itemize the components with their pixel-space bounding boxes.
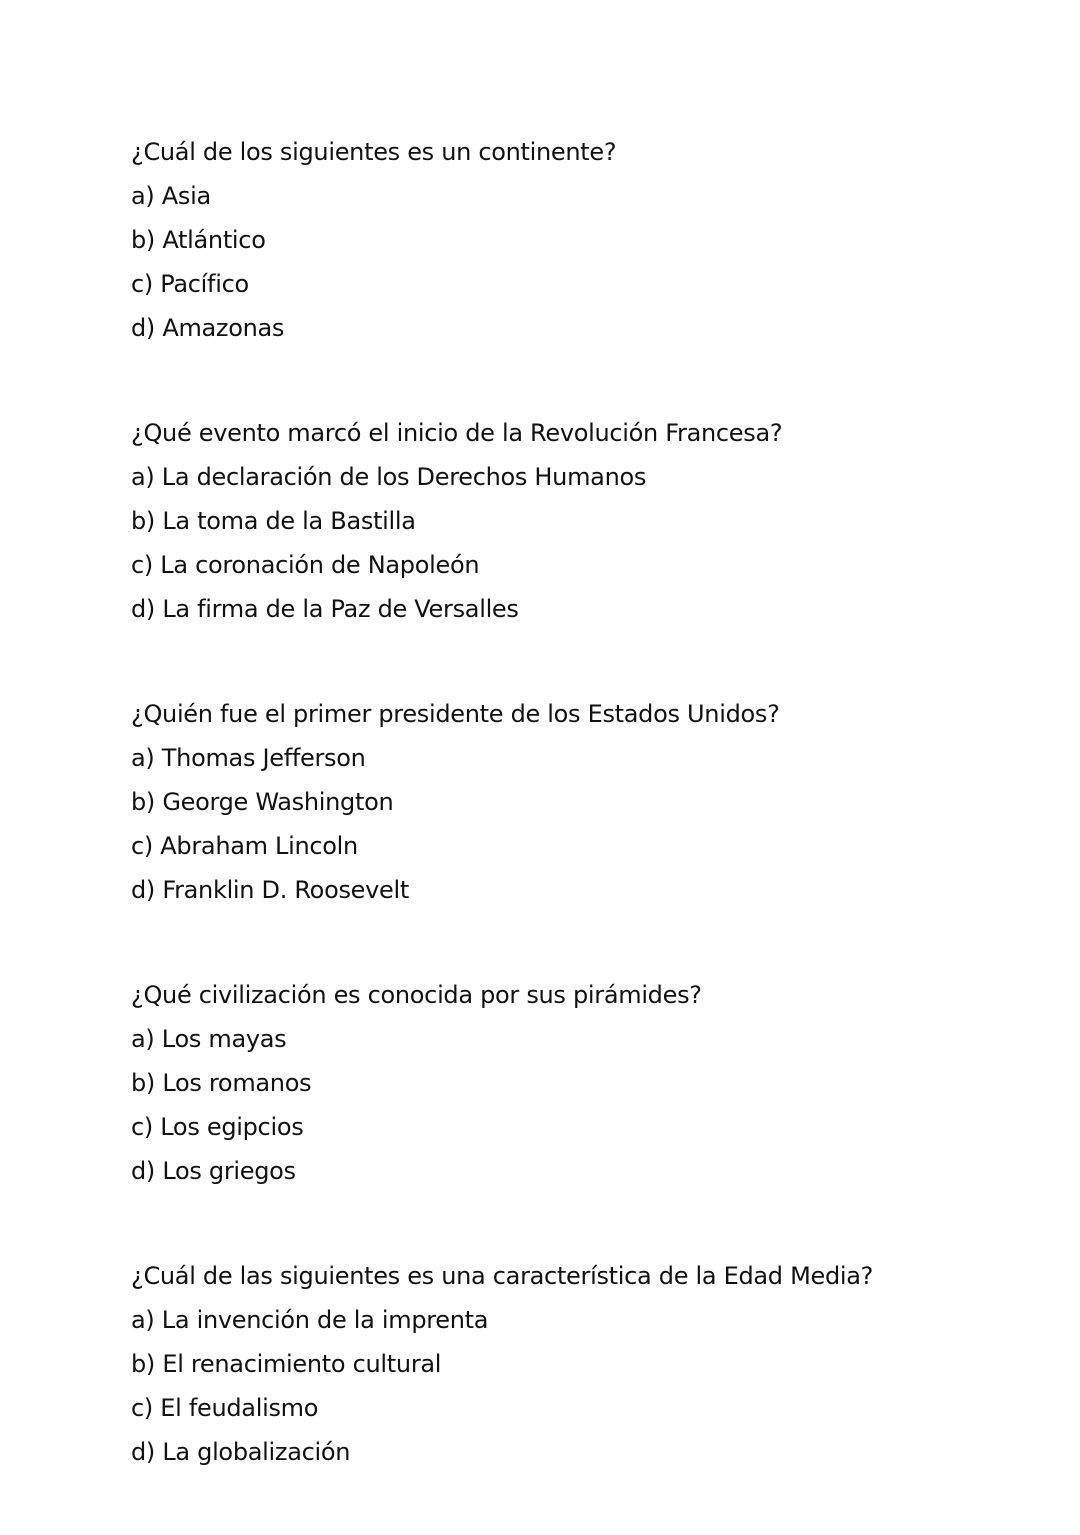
option-b: b) El renacimiento cultural bbox=[131, 1350, 442, 1378]
quiz-page bbox=[131, 130, 1031, 1535]
option-b: b) George Washington bbox=[131, 788, 394, 816]
option-a: a) Thomas Jefferson bbox=[131, 744, 366, 772]
question-text: ¿Cuál de los siguientes es un continente? bbox=[131, 138, 617, 166]
option-a: a) La declaración de los Derechos Humanos bbox=[131, 463, 647, 491]
option-a: a) Los mayas bbox=[131, 1025, 287, 1053]
question-block-1 bbox=[131, 130, 1031, 350]
question-text: ¿Cuál de las siguientes es una característica de la Edad Media? bbox=[131, 1262, 874, 1290]
options-list bbox=[131, 455, 1031, 631]
option-c: c) Abraham Lincoln bbox=[131, 832, 358, 860]
options-list bbox=[131, 174, 1031, 350]
option-b: b) La toma de la Bastilla bbox=[131, 507, 416, 535]
options-list bbox=[131, 1298, 1031, 1474]
option-d: d) Los griegos bbox=[131, 1157, 296, 1185]
option-a: a) La invención de la imprenta bbox=[131, 1306, 489, 1334]
option-a: a) Asia bbox=[131, 182, 211, 210]
options-list bbox=[131, 1017, 1031, 1193]
option-c: c) Pacífico bbox=[131, 270, 249, 298]
option-b: b) Atlántico bbox=[131, 226, 266, 254]
question-block-5 bbox=[131, 1254, 1031, 1474]
option-d: d) La globalización bbox=[131, 1438, 351, 1466]
question-block-3 bbox=[131, 692, 1031, 912]
question-block-2 bbox=[131, 411, 1031, 631]
question-block-4 bbox=[131, 973, 1031, 1193]
option-c: c) La coronación de Napoleón bbox=[131, 551, 480, 579]
option-b: b) Los romanos bbox=[131, 1069, 312, 1097]
option-d: d) Franklin D. Roosevelt bbox=[131, 876, 409, 904]
question-text: ¿Qué evento marcó el inicio de la Revolución Francesa? bbox=[131, 419, 783, 447]
question-text: ¿Quién fue el primer presidente de los Estados Unidos? bbox=[131, 700, 780, 728]
option-c: c) Los egipcios bbox=[131, 1113, 304, 1141]
option-c: c) El feudalismo bbox=[131, 1394, 319, 1422]
question-text: ¿Qué civilización es conocida por sus pirámides? bbox=[131, 981, 702, 1009]
options-list bbox=[131, 736, 1031, 912]
option-d: d) Amazonas bbox=[131, 314, 285, 342]
option-d: d) La firma de la Paz de Versalles bbox=[131, 595, 519, 623]
